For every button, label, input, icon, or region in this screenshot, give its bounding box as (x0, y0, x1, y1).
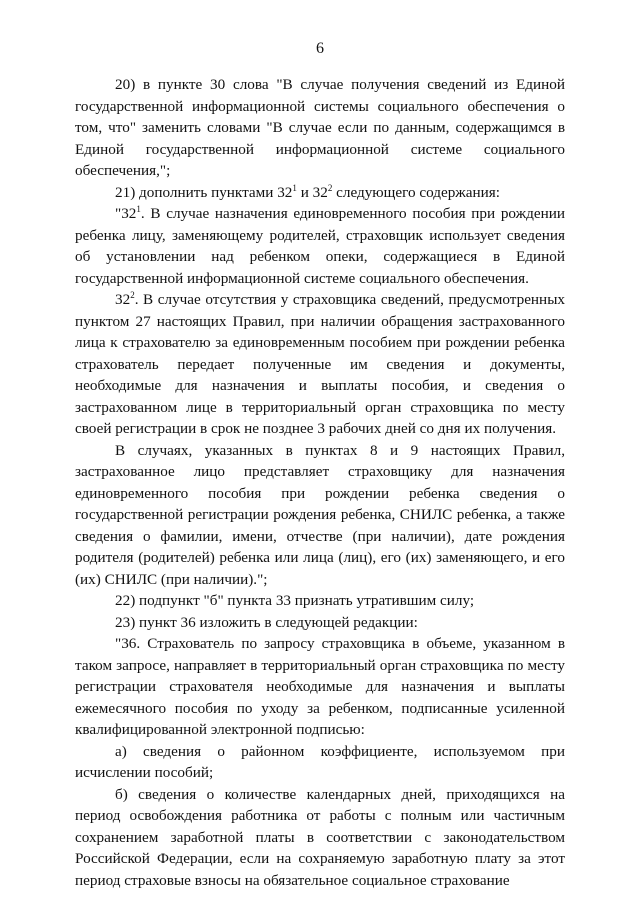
paragraph-cases-8-9: В случаях, указанных в пунктах 8 и 9 настоящих Правил, застрахованное лицо представляет страховщику для назначения единовременного пособия при рождении ребенка сведения о государственной регистрации рождения ребенка, СНИЛС ребенка, а также сведения о фамилии, имени, отчестве (при наличии), дате рождения родителя (родителей) ребенка или лица (лиц), его (их) заменяющего, и его (их) СНИЛС (при наличии)."; (75, 441, 565, 588)
paragraph-21: 21) дополнить пунктами $32^1$ и $32^2$ следующего содержания: (115, 182, 500, 201)
paragraph-22: 22) подпункт "б" пункта 33 признать утратившим силу; (115, 592, 475, 609)
page-number: 6 (316, 40, 324, 57)
paragraph-20: 20) в пункте 30 слова "В случае получения сведений из Единой государственной информационной системы социального обеспечения о том, что" заменить словами "В случае если по данным, содержащимся в Единой государственной информационной системе социального обеспечения,"; (75, 76, 565, 179)
paragraph-36-b: б) сведения о количестве календарных дней, приходящихся на период освобождения работника от работы с полным или частичным сохранением заработной платы в соответствии с законодательством Российской Федерации, если на сохраняемую заработную плату за этот период страховые взносы на обязательное социальное страхование (75, 785, 565, 889)
paragraph-36: "36. Страхователь по запросу страховщика в объеме, указанном в таком запросе, направляет в территориальный орган страховщика по месту регистрации страхователя необходимые для назначения и выплаты ежемесячного пособия по уходу за ребенком, подписанные усиленной квалифицированной электронной подписью: (75, 635, 565, 738)
paragraph-32-2: $32^2$. В случае отсутствия у страховщика сведений, предусмотренных пунктом 27 настоящих Правил, при наличии обращения застрахованного лица к страхователю за единовременным пособием при рождении ребенка страхователь передает полученные им сведения и документы, необходимые для назначения и выплаты пособия, и сведения о застрахованном лице в территориальный орган страховщика по месту своей регистрации в срок не позднее 3 рабочих дней со дня их получения. (75, 290, 565, 437)
paragraph-32-1: "$32^1$. В случае назначения единовременного пособия при рождении ребенка лицу, заменяющему родителей, страховщик использует сведения об установлении над ребенком опеки, содержащиеся в Единой государственной информационной системе социального обеспечения. (75, 204, 565, 287)
document-body (75, 74, 565, 891)
paragraph-36-a: а) сведения о районном коэффициенте, используемом при исчислении пособий; (75, 742, 565, 781)
paragraph-23: 23) пункт 36 изложить в следующей редакции: (115, 613, 418, 631)
